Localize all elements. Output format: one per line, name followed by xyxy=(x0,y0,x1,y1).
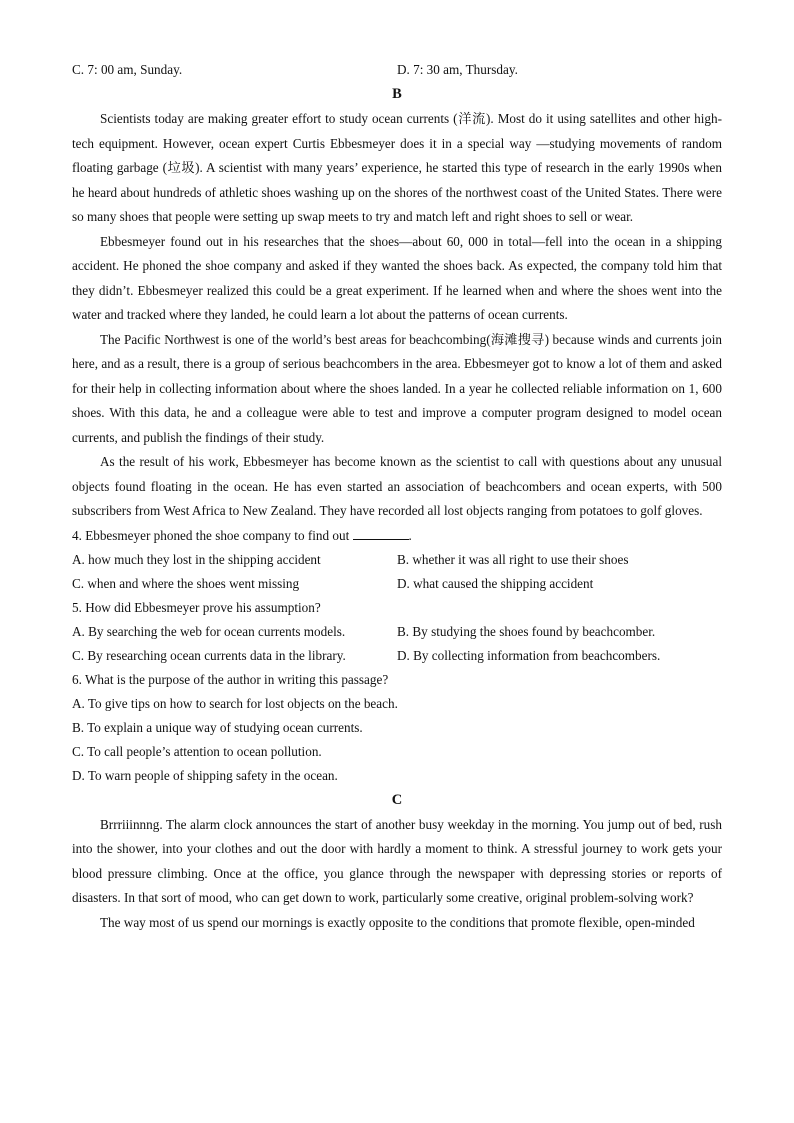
q3-option-d[interactable]: D. 7: 30 am, Thursday. xyxy=(397,62,518,77)
q3-options-cd xyxy=(72,58,722,82)
question-5-stem: 5. How did Ebbesmeyer prove his assumption? xyxy=(72,599,321,615)
answer-blank[interactable] xyxy=(353,527,409,540)
passage-b-paragraph-1: Scientists today are making greater effort to study ocean currents (洋流). Most do it using satellites and other high-tech equipment. However, ocean expert Curtis Ebbesmeyer does it in a special way —studying movements of random floating garbage (垃圾). A scientist with many years’ experience, he started this type of research in the early 1990s when he heard about hundreds of athletic shoes washing up on the shores of the northwest coast of the United States. There were so many shoes that people were setting up swap meets to try and match left and right shoes to sell or wear. xyxy=(72,111,722,224)
q5-options-ab xyxy=(72,620,722,644)
passage-b-paragraph-2: Ebbesmeyer found out in his researches that the shoes—about 60, 000 in total—fell into the ocean in a shipping accident. He phoned the shoe company and asked if they wanted the shoes back. As expected, the company told him that they didn’t. Ebbesmeyer realized this could be a great experiment. If he learned when and where the shoes went into the water and tracked where they landed, he could learn a lot about the patterns of ocean currents. xyxy=(72,233,722,322)
passage-c-paragraph-1: Brrriiinnng. The alarm clock announces the start of another busy weekday in the morning. You jump out of bed, rush into the shower, into your clothes and out the door with hardly a moment to think. A stressful journey to work gets your blood pressure climbing. Once at the office, you glance through the newspaper with depressing stories or reports of disasters. In that sort of mood, who can get down to work, particularly some creative, original problem-solving work? xyxy=(72,816,722,905)
q4-option-a[interactable]: A. how much they lost in the shipping accident xyxy=(72,551,321,567)
q6-option-a[interactable]: A. To give tips on how to search for lost objects on the beach. xyxy=(72,695,398,711)
question-4-stem: 4. Ebbesmeyer phoned the shoe company to find out xyxy=(72,527,350,543)
q3-option-c[interactable]: C. 7: 00 am, Sunday. xyxy=(72,62,183,77)
question-4: 4. Ebbesmeyer phoned the shoe company to find out . xyxy=(72,527,412,543)
q5-option-c[interactable]: C. By researching ocean currents data in the library. xyxy=(72,647,346,663)
q4-options-cd xyxy=(72,572,722,596)
exam-page xyxy=(72,58,722,935)
q6-option-c[interactable]: C. To call people’s attention to ocean pollution. xyxy=(72,743,322,759)
section-c-heading: C xyxy=(391,791,403,808)
question-6-stem: 6. What is the purpose of the author in writing this passage? xyxy=(72,671,389,687)
q4-option-c[interactable]: C. when and where the shoes went missing xyxy=(72,575,300,591)
section-b-heading: B xyxy=(392,86,402,102)
q5-options-cd xyxy=(72,644,722,668)
q5-option-a[interactable]: A. By searching the web for ocean currents models. xyxy=(72,623,346,639)
passage-b-paragraph-4: As the result of his work, Ebbesmeyer has become known as the scientist to call with questions about any unusual objects found floating in the ocean. He has even started an association of beachcombers and ocean experts, with 500 subscribers from West Africa to New Zealand. They have recorded all lost objects ranging from potatoes to golf gloves. xyxy=(72,454,722,518)
passage-b-paragraph-3: The Pacific Northwest is one of the world’s best areas for beachcombing(海滩搜寻) because winds and currents join here, and as a result, there is a group of serious beachcombers in the area. Ebbesmeyer got to know a lot of them and asked for their help in collecting information about where the shoes landed. In a year he collected reliable information on 1, 600 shoes. With this data, he and a colleague were able to test and improve a computer program designed to model ocean currents, and publish the findings of their study. xyxy=(72,331,722,445)
q4-options-ab xyxy=(72,548,722,572)
q5-option-d[interactable]: D. By collecting information from beachcombers. xyxy=(397,647,661,663)
q4-option-d[interactable]: D. what caused the shipping accident xyxy=(397,575,594,591)
passage-c-paragraph-2: The way most of us spend our mornings is exactly opposite to the conditions that promote flexible, open-minded xyxy=(100,914,695,930)
q6-option-d[interactable]: D. To warn people of shipping safety in the ocean. xyxy=(72,767,338,783)
q6-option-b[interactable]: B. To explain a unique way of studying ocean currents. xyxy=(72,719,363,735)
q4-option-b[interactable]: B. whether it was all right to use their shoes xyxy=(397,551,629,567)
q5-option-b[interactable]: B. By studying the shoes found by beachcomber. xyxy=(397,623,656,639)
